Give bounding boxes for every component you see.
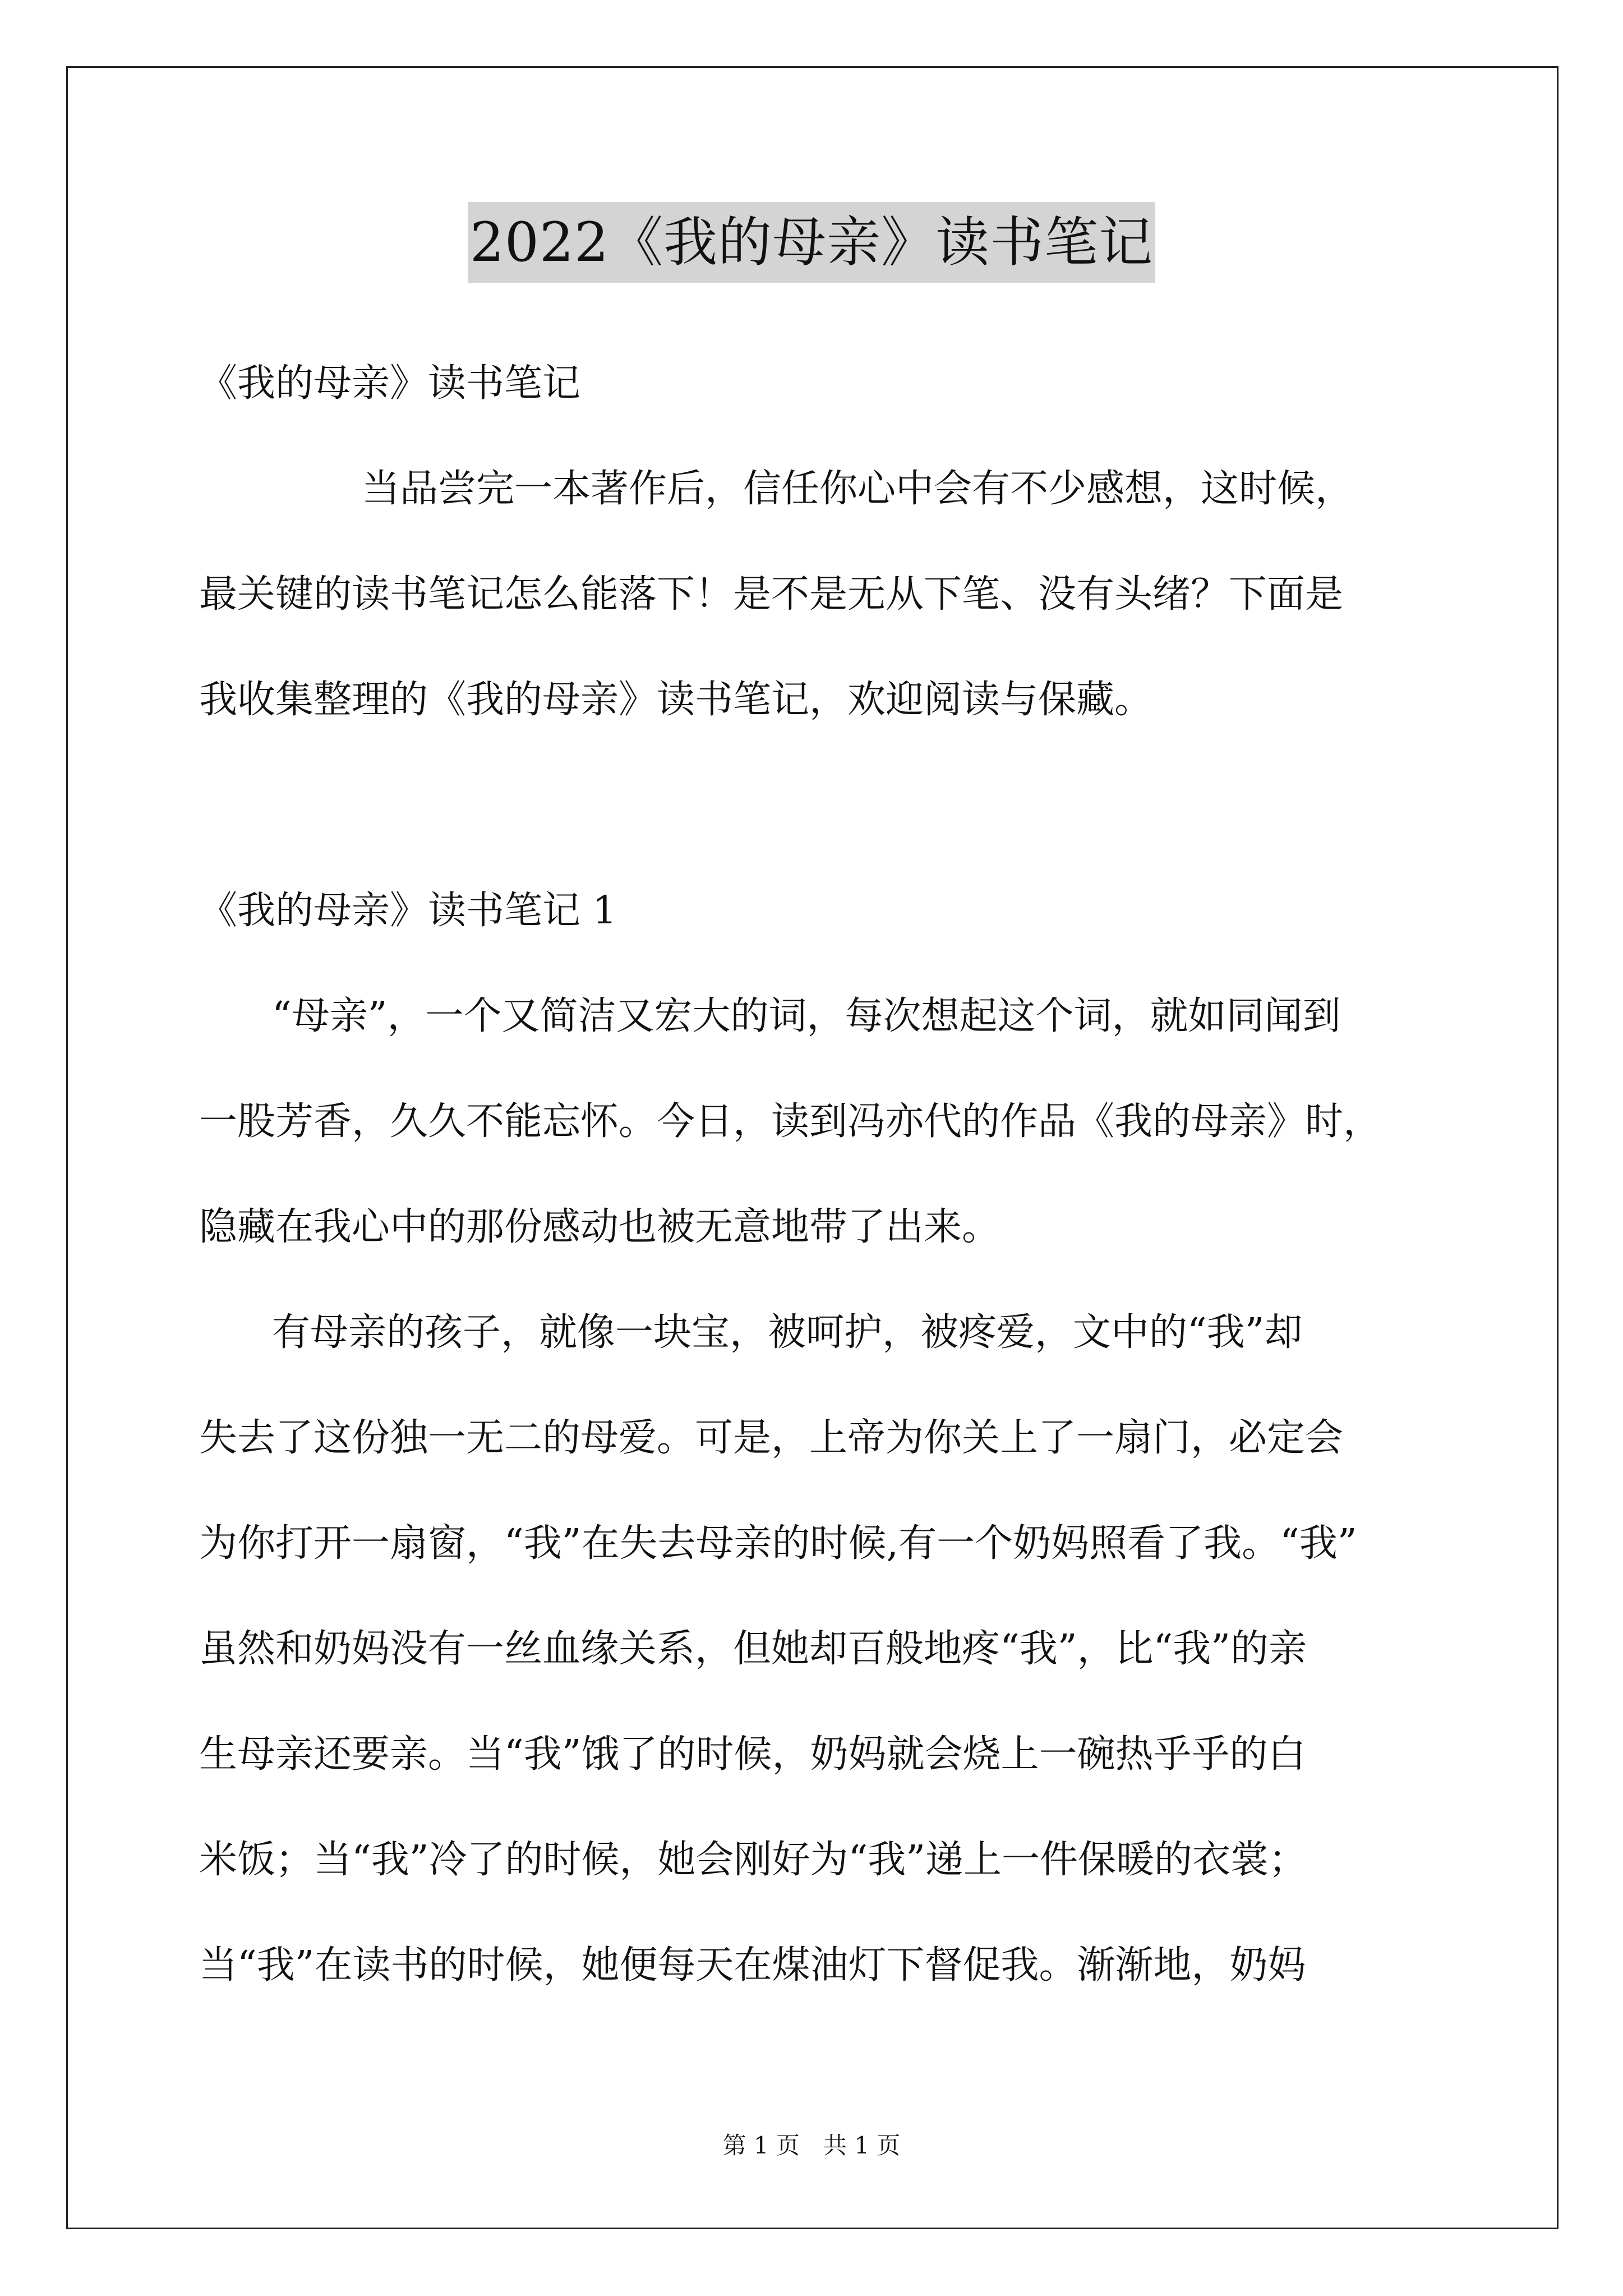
paragraph-gap: [199, 753, 1455, 858]
paragraph-line: 隐藏在我心中的那份感动也被无意地带了出来。: [199, 1205, 1000, 1249]
title-container: [0, 202, 1623, 283]
paragraph-line: 有母亲的孩子，就像一块宝，被呵护，被疼爱，文中的“我”却: [272, 1310, 1303, 1355]
section-heading: 《我的母亲》读书笔记 1: [199, 889, 617, 933]
paragraph-line: 虽然和奶妈没有一丝血缘关系，但她却百般地疼“我”，比“我”的亲: [199, 1627, 1307, 1671]
paragraph-line: 失去了这份独一无二的母爱。可是，上帝为你关上了一扇门，必定会: [199, 1416, 1344, 1460]
document-heading: 《我的母亲》读书笔记: [199, 361, 581, 406]
intro-line: 最关键的读书笔记怎么能落下！是不是无从下笔、没有头绪？下面是: [199, 572, 1344, 616]
document-title: 2022《我的母亲》读书笔记: [468, 202, 1155, 283]
paragraph-line: 为你打开一扇窗，“我”在失去母亲的时候,有一个奶妈照看了我。“我”: [199, 1521, 1357, 1566]
paragraph-line: 生母亲还要亲。当“我”饿了的时候，奶妈就会烧上一碗热乎乎的白: [199, 1732, 1306, 1777]
paragraph-line: 一股芳香，久久不能忘怀。今日，读到冯亦代的作品《我的母亲》时，: [199, 1099, 1382, 1144]
paragraph-line: 米饭；当“我”冷了的时候，她会刚好为“我”递上一件保暖的衣裳；: [199, 1838, 1307, 1882]
intro-line: 我收集整理的《我的母亲》读书笔记，欢迎阅读与保藏。: [199, 678, 1153, 722]
paragraph-line: 当“我”在读书的时候，她便每天在煤油灯下督促我。渐渐地，奶妈: [199, 1943, 1306, 1987]
paragraph-line: “母亲”，一个又简洁又宏大的词，每次想起这个词，就如同闻到: [272, 994, 1341, 1038]
intro-line: 当品尝完一本著作后，信任你心中会有不少感想，这时候，: [362, 467, 1354, 511]
document-body: [199, 331, 1455, 2018]
page-footer: 第 1 页 共 1 页: [722, 2132, 901, 2159]
